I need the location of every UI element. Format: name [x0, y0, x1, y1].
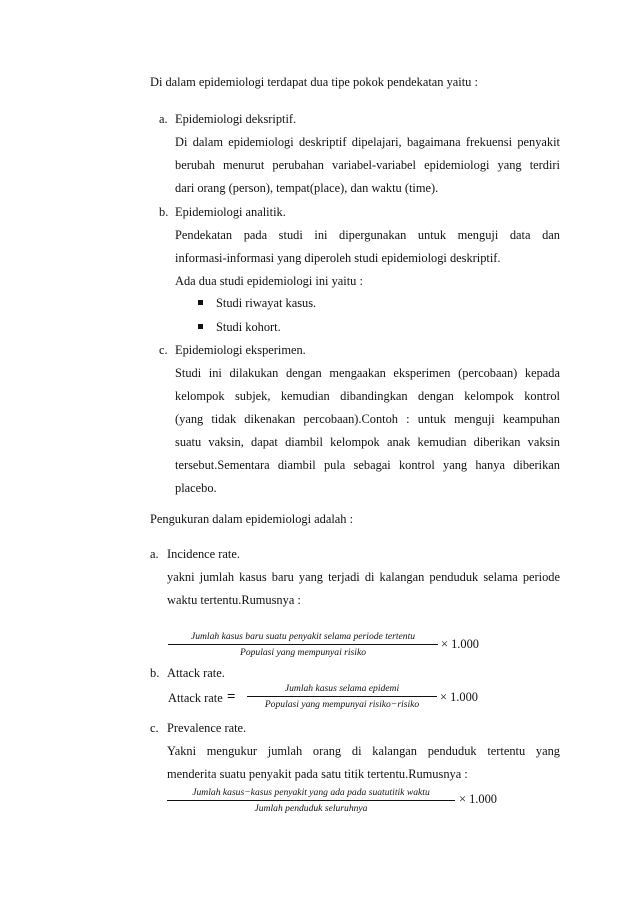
body-line: Di dalam epidemiologi deskriptif dipelajari, bagaimana frekuensi penyakit — [175, 135, 560, 149]
list-marker: b. — [150, 666, 160, 680]
body-line: Pendekatan pada studi ini dipergunakan untuk menguji data dan — [175, 228, 560, 242]
list-marker: c. — [159, 343, 168, 357]
fraction-bar — [168, 644, 438, 645]
formula-multiplier: × 1.000 — [440, 690, 478, 704]
formula-label: Attack rate — [168, 691, 223, 705]
measure-intro: Pengukuran dalam epidemiologi adalah : — [150, 512, 354, 526]
body-line: (yang tidak dikenakan percobaan).Contoh : untuk menguji keampuhan — [175, 412, 560, 426]
list-marker: a. — [159, 112, 168, 126]
body-line: tersebut.Sementara diambil pula sebagai kontrol yang hanya diberikan — [175, 458, 560, 472]
section-heading: Epidemiologi deksriptif. — [175, 112, 297, 126]
body-line: placebo. — [175, 481, 217, 495]
body-line: kelompok subjek, kemudian dibandingkan dengan kelompok kontrol — [175, 389, 560, 403]
formula-multiplier: × 1.000 — [441, 637, 479, 651]
section-heading: Attack rate. — [167, 666, 225, 680]
formula-denominator: Populasi yang mempunyai risiko — [239, 647, 367, 658]
formula-numerator: Jumlah kasus selama epidemi — [284, 683, 400, 694]
fraction-bar — [167, 800, 455, 801]
formula-multiplier: × 1.000 — [459, 792, 497, 806]
list-marker: b. — [159, 205, 169, 219]
formula-denominator: Jumlah penduduk seluruhnya — [254, 803, 368, 814]
list-marker: a. — [150, 547, 159, 561]
fraction-bar — [247, 696, 437, 697]
bullet-icon — [198, 324, 203, 329]
section-heading: Prevalence rate. — [167, 721, 247, 735]
body-line: waktu tertentu.Rumusnya : — [167, 593, 301, 607]
bullet-item: Studi riwayat kasus. — [216, 296, 317, 310]
body-line: berubah menurut perubahan variabel-variabel epidemiologi yang terdiri — [175, 158, 560, 172]
bullet-item: Studi kohort. — [216, 320, 281, 334]
formula-numerator: Jumlah kasus−kasus penyakit yang ada pada suatutitik waktu — [192, 787, 430, 798]
body-line: dari orang (person), tempat(place), dan waktu (time). — [175, 181, 439, 195]
list-marker: c. — [150, 721, 159, 735]
formula-numerator: Jumlah kasus baru suatu penyakit selama periode tertentu — [190, 631, 416, 642]
formula-denominator: Populasi yang mempunyai risiko−risiko — [264, 699, 420, 710]
bullet-icon — [198, 300, 203, 305]
body-line: Ada dua studi epidemiologi ini yaitu : — [175, 274, 363, 288]
body-line: yakni jumlah kasus baru yang terjadi di kalangan penduduk selama periode — [167, 570, 560, 584]
body-line: Studi ini dilakukan dengan mengaakan eksperimen (percobaan) kepada — [175, 366, 560, 380]
equals-sign: = — [227, 689, 236, 705]
body-line: Yakni mengukur jumlah orang di kalangan penduduk tertentu yang — [167, 744, 560, 758]
section-heading: Epidemiologi analitik. — [175, 205, 286, 219]
section-heading: Epidemiologi eksperimen. — [175, 343, 306, 357]
body-line: menderita suatu penyakit pada satu titik tertentu.Rumusnya : — [167, 767, 468, 781]
intro-paragraph: Di dalam epidemiologi terdapat dua tipe pokok pendekatan yaitu : — [150, 75, 478, 89]
body-line: informasi-informasi yang diperoleh studi epidemiologi deskriptif. — [175, 251, 501, 265]
section-heading: Incidence rate. — [167, 547, 240, 561]
body-line: suatu vaksin, dapat diambil kelompok anak kemudian diberikan vaksin — [175, 435, 560, 449]
